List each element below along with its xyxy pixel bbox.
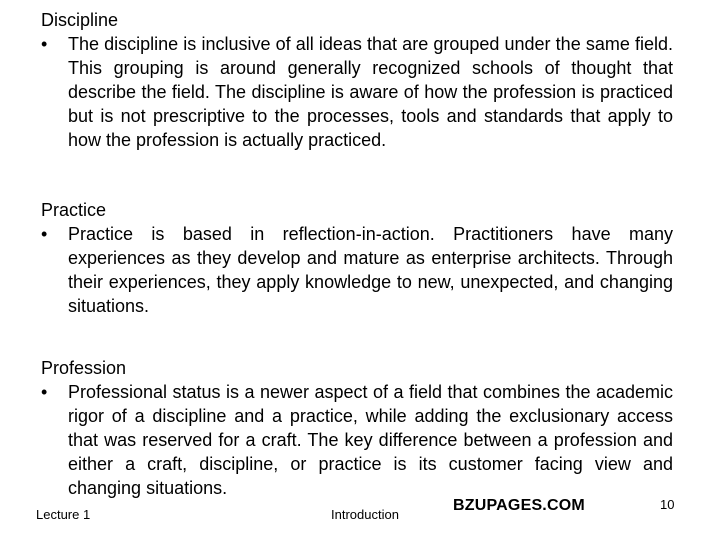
section-heading: Profession <box>41 358 127 378</box>
section-discipline <box>41 8 673 152</box>
bullet-text: Professional status is a newer aspect of a field that combines the academic rigor of a discipline and a practice, while adding the exclusionary access that was reserved for a craft. The key difference between a profession and either a craft, discipline, or practice is its customer facing view and changing situations. <box>68 382 673 498</box>
bullet-icon: • <box>41 224 48 244</box>
bullet-text: The discipline is inclusive of all ideas that are grouped under the same field. This grouping is around generally recognized schools of thought that describe the field. The discipline is aware of how the profession is practiced but is not prescriptive to the processes, tools and standards that apply to how the profession is actually practiced. <box>68 34 673 150</box>
section-heading: Discipline <box>41 10 119 30</box>
footer-topic-label: Introduction <box>331 507 399 522</box>
bullet-item <box>41 222 673 318</box>
page-number: 10 <box>660 497 675 512</box>
bullet-icon: • <box>41 382 48 402</box>
bullet-icon: • <box>41 34 48 54</box>
footer-lecture-label: Lecture 1 <box>36 507 91 522</box>
bullet-item <box>41 32 673 152</box>
section-profession <box>41 356 673 500</box>
bullet-text: Practice is based in reflection-in-action. Practitioners have many experiences as they develop and mature as enterprise architects. Through their experiences, they apply knowledge to new, unexpected, and changing situations. <box>68 224 673 316</box>
section-heading: Practice <box>41 200 107 220</box>
bullet-item <box>41 380 673 500</box>
section-practice <box>41 198 673 318</box>
watermark-text: BZUPAGES.COM <box>453 497 585 514</box>
